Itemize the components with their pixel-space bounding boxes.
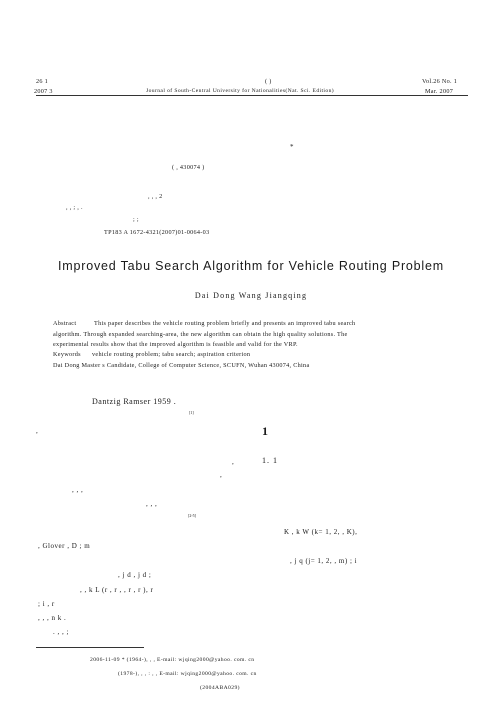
cn-keywords-line: ; ; bbox=[133, 216, 139, 223]
header-volume-en: Vol.26 No. 1 bbox=[422, 78, 458, 85]
body-line-4: , bbox=[220, 471, 223, 479]
footnote-received-author: 2006-11-09 * (1964-), , , E-mail: wjqing2000@yahoo. com. cn bbox=[90, 657, 255, 663]
cn-classification-line: TP183 A 1672-4321(2007)01-0064-03 bbox=[104, 229, 210, 236]
header-date-en: Mar. 2007 bbox=[425, 88, 454, 95]
body-line-9: , j q (j= 1, 2, , m) ; i bbox=[290, 557, 358, 565]
body-line-5: , , , bbox=[72, 486, 84, 494]
abstract-line-3: experimental results show that the improved algorithm is feasible and valid for the VRP. bbox=[53, 341, 298, 348]
abstract-label: Abstract bbox=[53, 320, 77, 327]
header-date-cn: 2007 3 bbox=[34, 88, 53, 95]
body-line-6: , , , bbox=[146, 500, 158, 508]
abstract-line-1: This paper describes the vehicle routing problem briefly and presents an improved tabu search bbox=[94, 320, 356, 327]
keywords-label: Keywords bbox=[53, 351, 81, 358]
body-line-14: . , , ; bbox=[53, 628, 69, 636]
header-volume-cn: 26 1 bbox=[36, 78, 49, 85]
body-line-11: , , k L (r , r , , r , r ), r bbox=[80, 586, 154, 594]
body-line-7: K , k W (k= 1, 2, , K), bbox=[284, 528, 358, 536]
section-1-1-heading: 1. 1 bbox=[262, 456, 278, 465]
section-1-heading: 1 bbox=[262, 424, 268, 438]
body-line-10: , j d , j d ; bbox=[118, 571, 152, 579]
body-line-12: ; i , r bbox=[38, 600, 55, 608]
footnote-rule bbox=[36, 647, 144, 648]
header-rule bbox=[36, 95, 468, 96]
body-line-2: , bbox=[36, 427, 39, 435]
cn-abstract-line-1: , , , 2 bbox=[148, 193, 163, 200]
footnote-second-author: (1978-), , , : , , E-mail: wjqing2000@yahoo. com. cn bbox=[118, 671, 257, 677]
paper-title: Improved Tabu Search Algorithm for Vehicle Routing Problem bbox=[58, 259, 444, 273]
keywords-list: vehicle routing problem; tabu search; aspiration criterion bbox=[92, 351, 251, 358]
citation-2: [2-5] bbox=[188, 513, 196, 518]
footnote-funding: (2004ABA029) bbox=[200, 685, 240, 691]
abstract-line-2: algorithm. Through expanded searching-area, the new algorithm can obtain the high quality solutions. The bbox=[53, 331, 348, 338]
cn-abstract-line-2: , , ; , . bbox=[66, 204, 83, 211]
body-line-13: , , , n k . bbox=[38, 614, 67, 622]
body-line-8: , Glover , D ; m bbox=[38, 542, 91, 550]
body-line-1: Dantzig Ramser 1959 . bbox=[92, 397, 177, 406]
paper-authors: Dai Dong Wang Jiangqing bbox=[194, 291, 308, 300]
cn-title-footnote-mark: * bbox=[290, 143, 294, 151]
header-journal-cn: ( ) bbox=[265, 78, 272, 85]
header-journal-en: Journal of South-Central University for Nationalities(Nat. Sci. Edition) bbox=[146, 88, 335, 94]
author-note: Dai Dong Master s Candidate, College of Computer Science, SCUFN, Wuhan 430074, China bbox=[53, 362, 310, 369]
body-line-3: , bbox=[232, 458, 235, 466]
citation-1: [1] bbox=[189, 410, 194, 415]
cn-affiliation: ( , 430074 ) bbox=[172, 164, 205, 171]
